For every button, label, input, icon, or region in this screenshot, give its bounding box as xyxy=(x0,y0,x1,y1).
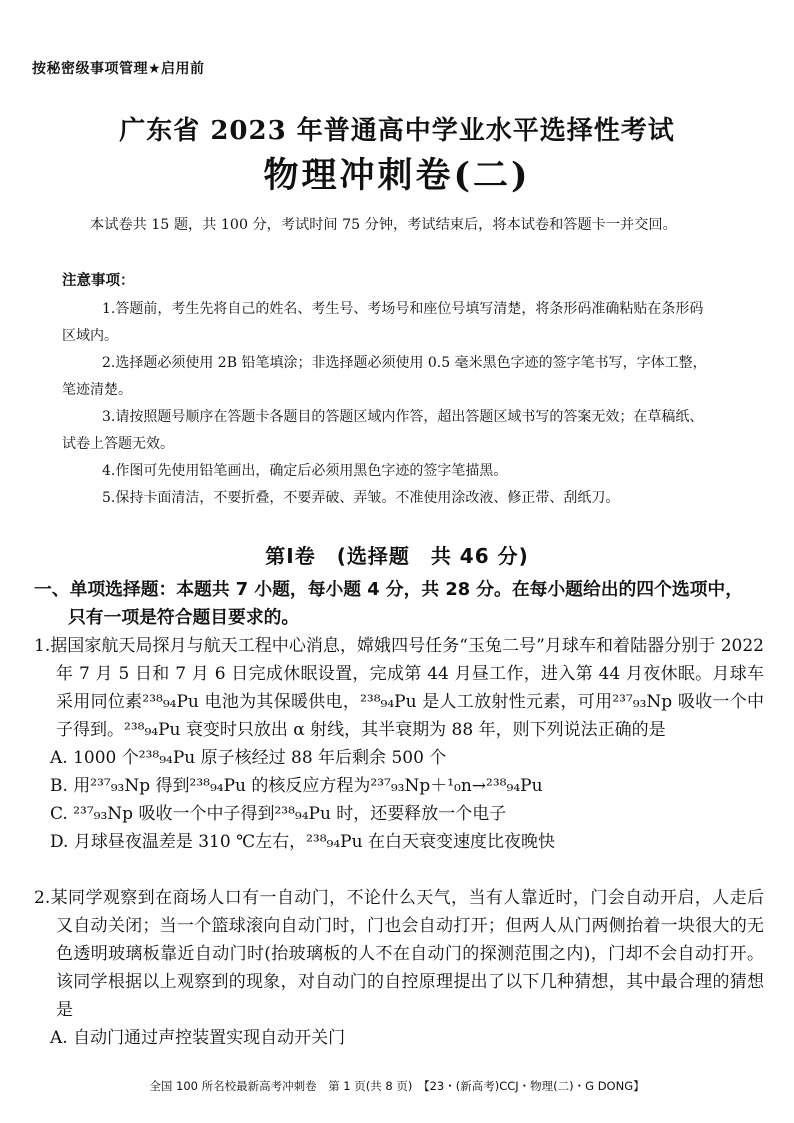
page-footer: 全国 100 所名校最新高考冲刺卷 第 1 页(共 8 页) 【23・(新高考)CCJ・物理(二)・G DONG】 xyxy=(149,1079,645,1093)
note-item: 2.选择题必须使用 2B 铅笔填涂；非选择题必须使用 0.5 毫米黑色字迹的签字笔书写，字体工整，笔迹清楚。 xyxy=(62,355,707,398)
option-d: D. 月球昼夜温差是 310 ℃左右，²³⁸₉₄Pu 在白天衰变速度比夜晚快 xyxy=(50,832,555,852)
part-line: 一、单项选择题：本题共 7 小题，每小题 4 分，共 28 分。在每小题给出的四个选项中， xyxy=(34,579,743,600)
option-b: B. 用²³⁷₉₃Np 得到²³⁸₉₄Pu 的核反应方程为²³⁷₉₃Np＋¹₀n→²³⁸₉₄Pu xyxy=(50,776,543,796)
note-item: 5.保持卡面清洁，不要折叠，不要弄破、弄皱。不准使用涂改液、修正带、刮纸刀。 xyxy=(102,490,620,506)
part-instructions xyxy=(34,576,764,632)
option-c: C. ²³⁷₉₃Np 吸收一个中子得到²³⁸₉₄Pu 时，还要释放一个电子 xyxy=(50,804,507,824)
option-a: A. 1000 个²³⁸₉₄Pu 原子核经过 88 年后剩余 500 个 xyxy=(50,748,447,768)
note-item: 3.请按照题号顺序在答题卡各题目的答题区域内作答，超出答题区域书写的答案无效；在草稿纸、试卷上答题无效。 xyxy=(62,409,704,452)
note-item: 4.作图可先使用铅笔画出，确定后必须用黑色字迹的签字笔描黑。 xyxy=(102,463,508,479)
option-a: A. 自动门通过声控装置实现自动开关门 xyxy=(50,1028,346,1048)
notes-heading: 注意事项： xyxy=(62,273,135,289)
question-2 xyxy=(34,884,764,1052)
question-stem: 2.某同学观察到在商场人口有一自动门，不论什么天气，当有人靠近时，门会自动开启，人走后又自动关闭；当一个篮球滚向自动门时，门也会自动打开；但两人从门两侧抬着一块很大的无色透明玻璃板靠近自动门时(抬玻璃板的人不在自动门的探测范围之内)，门却不会自动打开。该同学根据以上观察到的现象，对自动门的自控原理提出了以下几种猜想，其中最合理的猜想是 xyxy=(34,888,764,1020)
note-item: 1.答题前，考生先将自己的姓名、考生号、考场号和座位号填写清楚，将条形码准确粘贴在条形码区域内。 xyxy=(62,301,704,344)
section-heading: 第Ⅰ卷 (选择题 共 46 分) xyxy=(265,544,529,568)
question-stem: 1.据国家航天局探月与航天工程中心消息，嫦娥四号任务“玉兔二号”月球车和着陆器分别于 2022 年 7 月 5 日和 7 月 6 日完成休眠设置，完成第 44 月昼工作，进入第 44 月夜休眠。月球车采用同位素²³⁸₉₄Pu 电池为其保暖供电，²³⁸₉₄Pu 是人工放射性元素，可用²³⁷₉₃Np 吸收一个中子得到。²³⁸₉₄Pu 衰变时只放出 α 射线，其半衰期为 88 年，则下列说法正确的是 xyxy=(34,636,764,740)
confidentiality-label: 按秘密级事项管理★启用前 xyxy=(32,61,205,77)
exam-intro: 本试卷共 15 题，共 100 分，考试时间 75 分钟，考试结束后，将本试卷和答题卡一并交回。 xyxy=(90,217,677,233)
question-1 xyxy=(34,632,764,856)
exam-title: 广东省 2023 年普通高中学业水平选择性考试 xyxy=(119,116,675,146)
part-line: 只有一项是符合题目要求的。 xyxy=(68,607,300,628)
exam-subtitle: 物理冲刺卷(二) xyxy=(263,155,531,196)
notes-list xyxy=(62,296,712,512)
